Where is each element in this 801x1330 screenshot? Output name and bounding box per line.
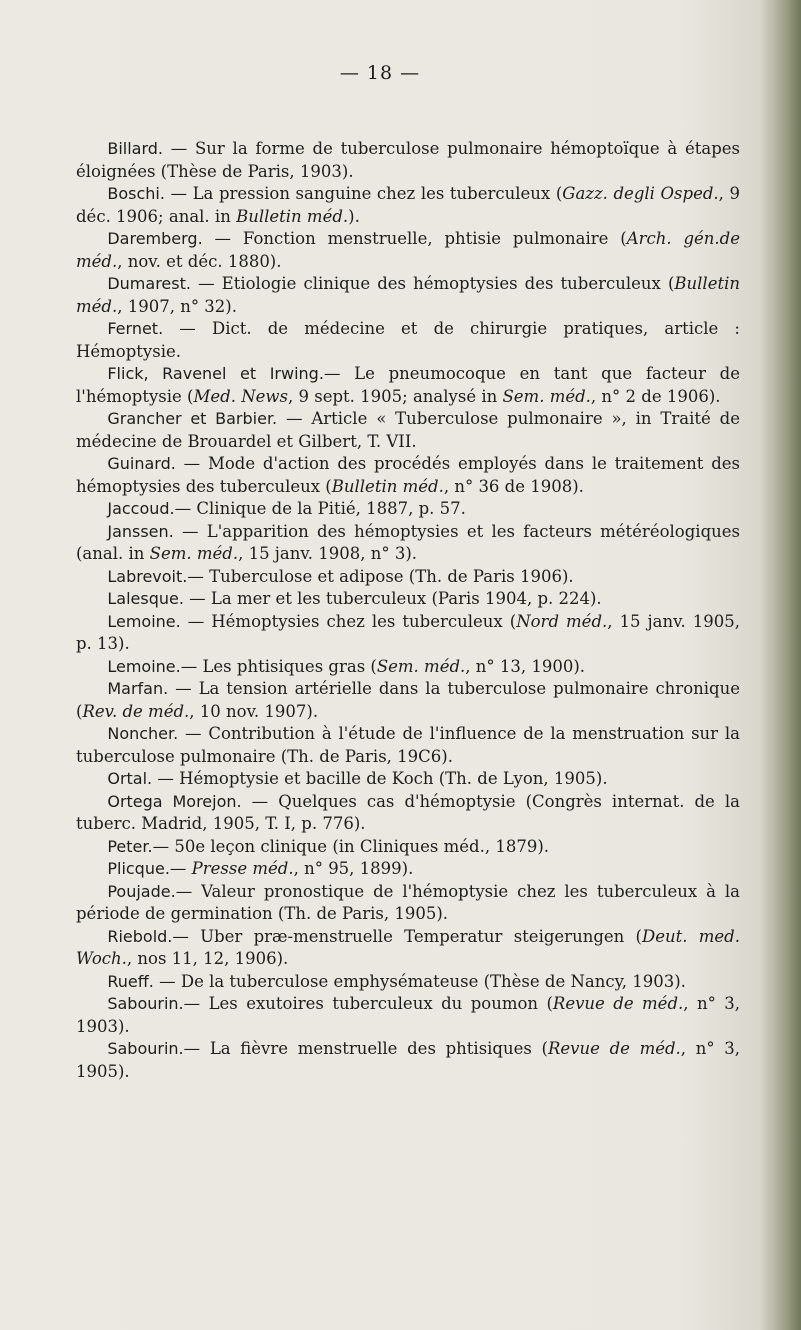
entry-author: Rueff. (107, 971, 154, 991)
entry-text-end: ). (348, 206, 360, 226)
entry-text-after: , n° 36 de 1908). (443, 476, 584, 496)
bibliography-entry (76, 858, 740, 881)
entry-text: — La fièvre menstruelle des phtisiques ( (183, 1039, 548, 1058)
entry-text: — La tension artérielle dans la tuberculose pulmonaire chronique ( (76, 679, 740, 721)
entry-source-secondary: Sem. méd. (502, 386, 591, 406)
entry-text-after: , n° 13, 1900). (465, 656, 586, 676)
entry-text: — Uber præ-menstruelle Temperatur steigerungen ( (172, 926, 642, 946)
bibliography-entry (76, 611, 740, 656)
bibliography-entry (76, 183, 740, 228)
entry-text: — Clinique de la Pitié, 1887, p. 57. (174, 499, 466, 518)
entry-text: — Contribution à l'étude de l'influence de la menstruation sur la tuberculose pulmonaire (Th. de Paris, 19C6). (76, 724, 740, 766)
entry-author: Boschi. (107, 184, 165, 203)
entry-text: — De la tuberculose emphysémateuse (Thèse de Nancy, 1903). (153, 971, 686, 991)
entry-text-after: , 9 sept. 1905; analysé in (288, 386, 503, 406)
bibliography-entry (76, 498, 740, 521)
entry-text: — Hémoptysie et bacille de Koch (Th. de Lyon, 1905). (152, 769, 608, 788)
entry-text: — L'apparition des hémoptysies et les facteurs météréologiques (anal. in (76, 521, 740, 563)
bibliography-entry (76, 723, 740, 768)
bibliography-entry (76, 363, 740, 408)
bibliography-list (76, 138, 740, 1083)
entry-text: — Le pneumocoque en tant que facteur de l'hémoptysie ( (76, 364, 741, 406)
bibliography-entry (76, 566, 740, 589)
entry-author: Janssen. (107, 521, 174, 541)
bibliography-entry (76, 881, 740, 926)
entry-text-after: , n° 95, 1899). (293, 859, 414, 878)
entry-text-after: , n° 3, 1905). (76, 1039, 741, 1081)
entry-author: Riebold. (107, 926, 173, 946)
entry-text: — Hémoptysies chez les tuberculeux ( (180, 611, 517, 631)
entry-author: Jaccoud. (107, 499, 175, 518)
entry-author: Lemoine. (107, 656, 181, 676)
bibliography-entry (76, 791, 740, 836)
bibliography-entry (76, 971, 740, 994)
entry-author: Fernet. (107, 319, 164, 338)
entry-source: Presse méd. (191, 859, 294, 878)
entry-author: Marfan. (107, 679, 169, 698)
entry-source: Bulletin méd. (331, 476, 444, 496)
entry-author: Billard. (107, 139, 163, 158)
entry-text-after: , 15 janv. 1908, n° 3). (238, 544, 418, 563)
bibliography-entry (76, 228, 740, 273)
page-number: — 18 — (339, 62, 421, 84)
entry-text-after: , 10 nov. 1907). (189, 701, 319, 721)
bibliography-entry (76, 768, 740, 791)
entry-source: Gazz. degli Osped. (562, 184, 719, 203)
entry-text: — 50e leçon clinique (in Cliniques méd., 1879). (152, 836, 550, 856)
bibliography-entry (76, 993, 740, 1038)
entry-text: — Tuberculose et adipose (Th. de Paris 1906). (187, 566, 574, 586)
entry-source: Revue de méd. (547, 1039, 681, 1058)
entry-source: Sem. méd. (376, 656, 466, 676)
entry-source: Bulletin méd. (76, 274, 740, 316)
entry-text: — Les exutoires tuberculeux du poumon ( (183, 994, 553, 1013)
entry-text-after: , 1907, n° 32). (117, 296, 237, 316)
bibliography-entry (76, 656, 740, 679)
bibliography-entry (76, 318, 740, 363)
entry-author: Guinard. (107, 454, 176, 473)
entry-text: — Article « Tuberculose pulmonaire », in Traité de médecine de Brouardel et Gilbert, T. VII. (76, 409, 740, 451)
entry-text-after: , nov. et déc. 1880). (117, 251, 282, 271)
entry-text-after: , 15 janv. 1905, p. 13). (76, 611, 741, 653)
entry-source: Sem. méd. (149, 544, 239, 563)
entry-text: — Sur la forme de tuberculose pulmonaire hémoptoïque à étapes éloignées (Thèse de Paris, 1903). (76, 139, 740, 181)
entry-author: Labrevoit. (107, 566, 188, 586)
bibliography-entry (76, 138, 740, 183)
bibliography-entry (76, 926, 740, 971)
entry-author: Sabourin. (107, 994, 184, 1013)
entry-source: Deut. med. Woch. (76, 926, 740, 968)
entry-source: Rev. de méd. (82, 701, 190, 721)
page-edge-shadow (759, 0, 801, 1330)
entry-text: — Fonction menstruelle, phtisie pulmonaire ( (202, 229, 627, 248)
bibliography-entry (76, 408, 740, 453)
entry-source: Revue de méd. (552, 994, 684, 1013)
entry-text-after: , n° 3, 1903). (76, 994, 741, 1036)
entry-text: — La pression sanguine chez les tuberculeux ( (164, 184, 563, 203)
bibliography-entry (76, 1038, 740, 1083)
entry-text: — (169, 859, 192, 878)
entry-text: — Les phtisiques gras ( (180, 656, 377, 676)
entry-source: Med. News (193, 386, 289, 406)
entry-text-after: , nos 11, 12, 1906). (126, 949, 289, 968)
entry-author: Grancher et Barbier. (107, 409, 278, 428)
entry-author: Ortega Morejon. (107, 791, 242, 811)
entry-text: — Etiologie clinique des hémoptysies des tuberculeux ( (190, 274, 675, 293)
entry-text-end: , n° 2 de 1906). (590, 386, 721, 406)
entry-author: Lalesque. (107, 589, 184, 608)
entry-text: — Mode d'action des procédés employés dans le traitement des hémoptysies des tuberculeux ( (76, 454, 740, 496)
entry-author: Ortal. (107, 769, 153, 788)
bibliography-entry (76, 273, 740, 318)
entry-author: Plicque. (107, 859, 170, 878)
entry-text: — Valeur pronostique de l'hémoptysie chez les tuberculeux à la période de germination (Th. de Paris, 1905). (76, 881, 740, 923)
entry-text: — La mer et les tuberculeux (Paris 1904, p. 224). (183, 589, 602, 608)
bibliography-entry (76, 836, 740, 859)
entry-source: Arch. gén.de méd. (76, 229, 741, 271)
entry-source: Nord méd. (516, 611, 608, 631)
entry-author: Daremberg. (107, 229, 203, 248)
bibliography-entry (76, 588, 740, 611)
entry-text: — Quelques cas d'hémoptysie (Congrès internat. de la tuberc. Madrid, 1905, T. I, p. 776). (76, 791, 740, 833)
entry-author: Flick, Ravenel et Irwing. (107, 364, 324, 383)
entry-author: Peter. (107, 836, 153, 856)
entry-author: Dumarest. (107, 274, 191, 293)
entry-author: Noncher. (107, 724, 179, 743)
entry-source-secondary: Bulletin méd. (236, 206, 349, 226)
bibliography-entry (76, 453, 740, 498)
entry-author: Sabourin. (107, 1039, 184, 1058)
entry-text: — Dict. de médecine et de chirurgie pratiques, article : Hémoptysie. (76, 319, 740, 361)
bibliography-entry (76, 521, 740, 566)
bibliography-entry (76, 678, 740, 723)
entry-text-after: , 9 déc. 1906; anal. in (76, 184, 740, 226)
entry-author: Poujade. (107, 881, 176, 901)
entry-author: Lemoine. (107, 611, 181, 631)
